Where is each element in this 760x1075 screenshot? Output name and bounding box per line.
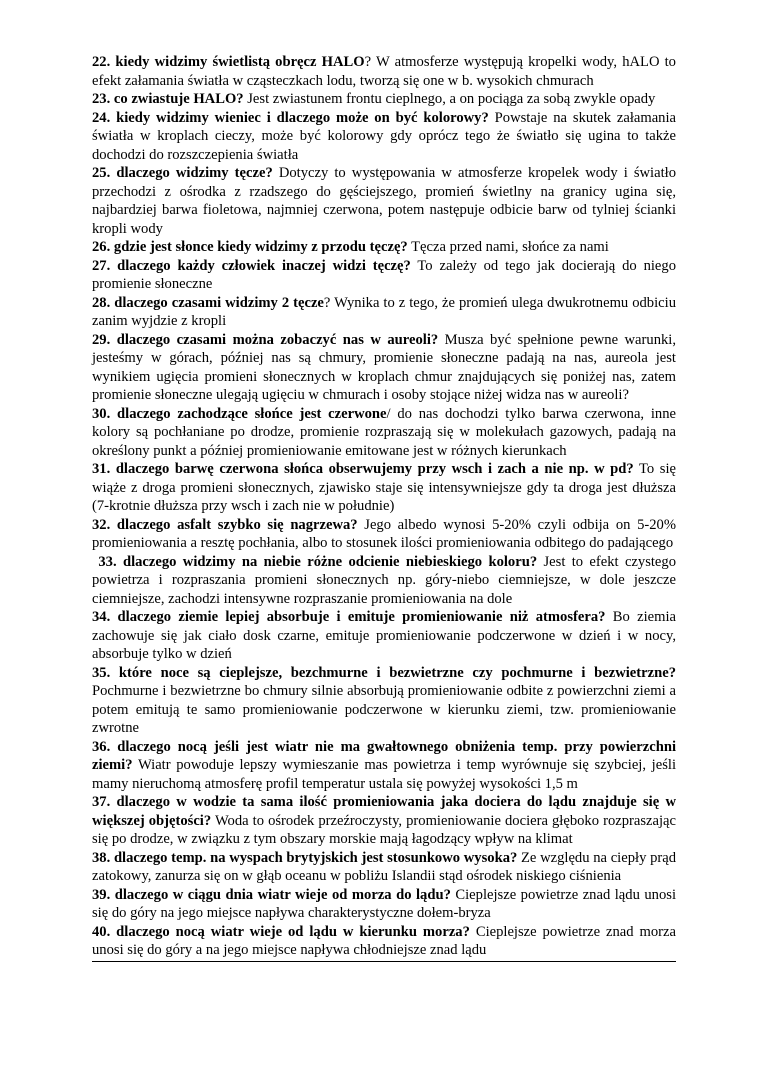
answer: Dotyczy to występowania w atmosferze kropelek wody i światło przechodzi z ośrodka z rzadszego do gęściejszego, promień świetlny na granicy ugina się, najbardziej barwa fioletowa, najmniej czerwona, potem następuje odbicie barw od tylniej ścianki kropli wody	[92, 165, 676, 237]
answer: Pochmurne i bezwietrzne bo chmury silnie absorbują promieniowanie odbite z powierzchni ziemi a potem emitują te samo promieniowanie podczerwone w kierunku ziemi, tzw. promieniowanie zwrotne	[92, 683, 676, 736]
answer: Woda to ośrodek przeźroczysty, promieniowanie dociera głęboko rozpraszając się po drodze, w związku z tym obszary morskie mają łagodzący wpływ na klimat	[92, 812, 676, 847]
qa-item-40	[92, 923, 676, 960]
answer: To się wiąże z droga promieni słonecznych, zjawisko staje się intensywniejsze gdy ta droga jest dłuższa (7-krotnie dłuższa przy wsch i zach nie w południe)	[92, 461, 677, 514]
question: 30. dlaczego zachodzące słońce jest czerwone	[92, 405, 387, 422]
question: 35. które noce są cieplejsze, bezchmurne i bezwietrzne czy pochmurne i bezwietrzne?	[92, 664, 676, 681]
question: 26. gdzie jest słonce kiedy widzimy z przodu tęczę?	[92, 239, 408, 255]
answer: Cieplejsze powietrze znad morza unosi się do góry a na jego miejsce napływa chłodniejsze znad lądu	[92, 923, 676, 958]
document-page	[92, 53, 676, 962]
question: 34. dlaczego ziemie lepiej absorbuje i emituje promieniowanie niż atmosfera?	[92, 609, 606, 625]
question: 32. dlaczego asfalt szybko się nagrzewa?	[92, 516, 358, 533]
question: 37. dlaczego w wodzie ta sama ilość promieniowania jaka dociera do lądu znajduje się w większej objętości?	[92, 794, 676, 829]
answer: Powstaje na skutek załamania światła w kroplach cieczy, może być kolorowy gdy oprócz tego że światło się ugina to także dochodzi do rozszczepienia światła	[92, 109, 677, 163]
qa-item-28	[92, 294, 676, 331]
bottom-divider	[92, 961, 676, 962]
qa-item-32	[92, 516, 676, 553]
answer: Wiatr powoduje lepszy wymieszanie mas powietrza i temp wyrównuje się szybciej, jeśli mamy nieruchomą atmosferę profil temperatur ustala się powyżej wysokości 1,5 m	[92, 757, 676, 792]
question: 23. co zwiastuje HALO?	[92, 91, 244, 107]
qa-item-30	[92, 405, 676, 461]
answer: To zależy od tego jak docierają do niego promienie słoneczne	[92, 257, 676, 292]
qa-item-26	[92, 238, 676, 257]
qa-item-24	[92, 109, 676, 165]
answer: Ze względu na ciepły prąd zatokowy, zanurza się on w głąb oceanu w pobliżu Islandii stąd ośrodek niskiego ciśnienia	[92, 849, 676, 884]
answer: Bo ziemia zachowuje się jak ciało dosk czarne, emituje promieniowanie podczerwone w dzień i w nocy, absorbuje tylko w dzień	[92, 609, 676, 662]
answer: Jest to efekt czystego powietrza i rozpraszania promieni słonecznych np. góry-niebo ciemniejsze, w dole jeszcze ciemniejsze, zachodzi intensywne rozpraszanie promieniowania na dole	[92, 553, 677, 607]
question: 38. dlaczego temp. na wyspach brytyjskich jest stosunkowo wysoka?	[92, 849, 518, 866]
question: 25. dlaczego widzimy tęcze?	[92, 165, 273, 181]
qa-item-31	[92, 460, 676, 516]
qa-item-38	[92, 849, 676, 886]
question: 31. dlaczego barwę czerwona słońca obserwujemy przy wsch i zach a nie np. w pd?	[92, 461, 634, 477]
answer: Jest zwiastunem frontu cieplnego, a on pociąga za sobą zwykle opady	[243, 91, 656, 107]
question: 28. dlaczego czasami widzimy 2 tęcze	[92, 294, 324, 311]
answer: Musza być spełnione pewne warunki, jesteśmy w górach, później nas są chmury, promienie słoneczne padają na nas, aureola jest wynikiem ugięcia promieni słonecznych w kroplach chmur znajdujących się poniżej nas, zatem promienie słoneczne ulegają ugięciu w chmurach i osoby stojące niżej widza nas w aureoli?	[92, 331, 676, 403]
answer: ? Wynika to z tego, że promień ulega dwukrotnemu odbiciu zanim wyjdzie z kropli	[92, 294, 676, 329]
answer: Tęcza przed nami, słońce za nami	[407, 239, 609, 255]
question: 27. dlaczego każdy człowiek inaczej widzi tęczę?	[92, 257, 411, 274]
question: 33. dlaczego widzimy na niebie różne odcienie niebieskiego koloru?	[92, 553, 538, 570]
qa-item-27	[92, 257, 676, 294]
qa-item-39	[92, 886, 676, 923]
question: 39. dlaczego w ciągu dnia wiatr wieje od morza do lądu?	[92, 886, 451, 903]
qa-item-29	[92, 331, 676, 405]
qa-item-36	[92, 738, 676, 794]
qa-item-34	[92, 608, 676, 664]
qa-item-23	[92, 90, 676, 109]
answer: ? W atmosferze występują kropelki wody, hALO to efekt załamania światła w cząsteczkach lodu, tworzą się one w b. wysokich chmurach	[92, 54, 676, 89]
answer: Cieplejsze powietrze znad lądu unosi się do góry na jego miejsce napływa charakterystyczne dołem-bryza	[92, 886, 677, 921]
question: 36. dlaczego nocą jeśli jest wiatr nie ma gwałtownego obniżenia temp. przy powierzchni ziemi?	[92, 738, 676, 773]
qa-item-25	[92, 164, 676, 238]
qa-item-22	[92, 53, 676, 90]
qa-item-37	[92, 793, 676, 849]
answer: Jego albedo wynosi 5-20% czyli odbija on 5-20% promieniowania a resztę pochłania, albo to stosunek ilości promieniowania odbitego do padającego	[92, 516, 676, 551]
answer: / do nas dochodzi tylko barwa czerwona, inne kolory są pochłaniane po drodze, promienie rozpraszają się w molekułach gazowych, padają na określony punkt a później promieniowanie emitowane jest w różnych kierunkach	[92, 405, 676, 459]
question: 22. kiedy widzimy świetlistą obręcz HALO	[92, 54, 365, 70]
question: 29. dlaczego czasami można zobaczyć nas w aureoli?	[92, 331, 439, 348]
question: 40. dlaczego nocą wiatr wieje od lądu w kierunku morza?	[92, 923, 470, 940]
question: 24. kiedy widzimy wieniec i dlaczego może on być kolorowy?	[92, 109, 489, 126]
qa-item-33	[92, 553, 676, 609]
qa-item-35	[92, 664, 676, 738]
